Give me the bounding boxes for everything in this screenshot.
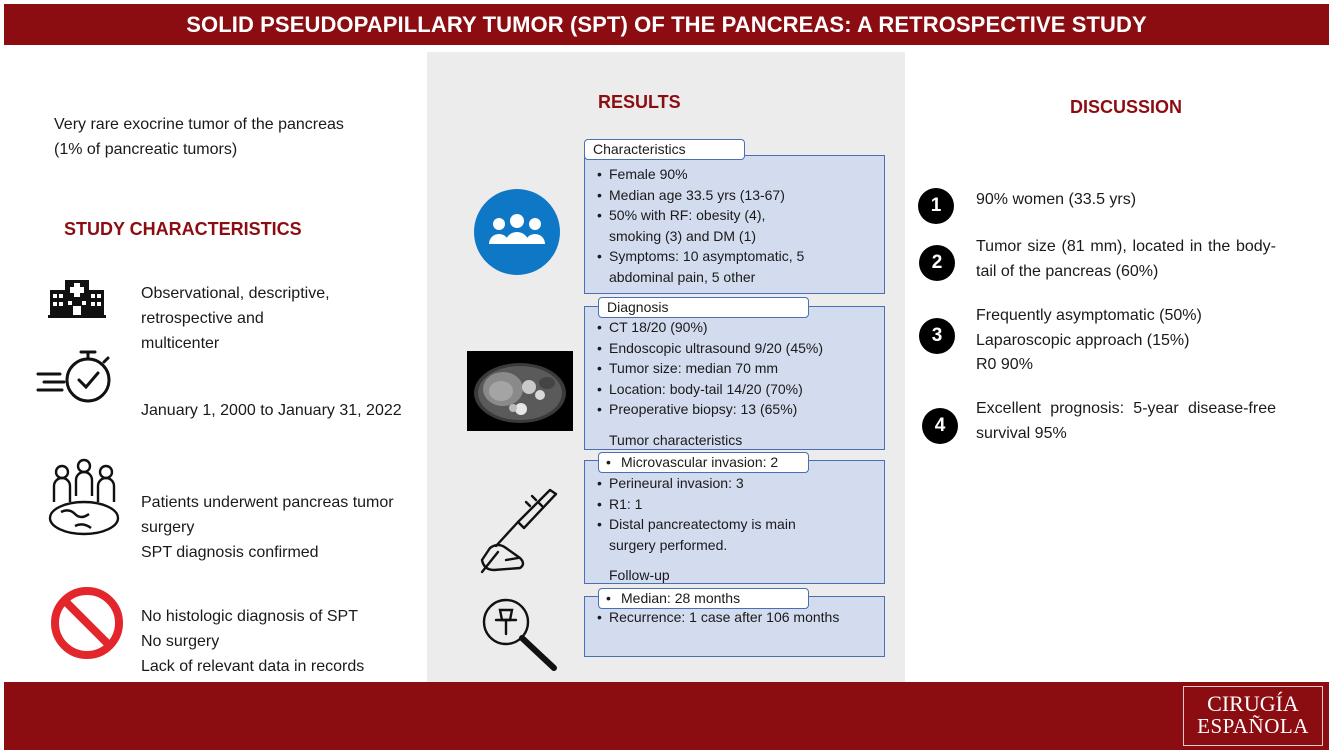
discussion-number-4: 4 — [922, 408, 958, 444]
list-item: • CT 18/20 (90%) — [585, 317, 884, 338]
list-item: • Median age 33.5 yrs (13-67) — [585, 185, 884, 206]
tumor-characteristics-label: Tumor characteristics — [609, 432, 743, 448]
list-item: • Preoperative biopsy: 13 (65%) — [585, 399, 884, 420]
page-title: SOLID PSEUDOPAPILLARY TUMOR (SPT) OF THE PANCREAS: A RETROSPECTIVE STUDY — [4, 4, 1329, 45]
patients-group-icon — [45, 458, 123, 538]
discussion-point-3: Frequently asymptomatic (50%) Laparoscopic approach (15%) R0 90% — [976, 307, 1202, 373]
follow-up-median-item: • Median: 28 months — [598, 588, 809, 609]
list-item: • Perineural invasion: 3 — [585, 473, 884, 494]
intro-text: Very rare exocrine tumor of the pancreas (1% of pancreatic tumors) — [54, 116, 344, 158]
list-item: • Symptoms: 10 asymptomatic, 5 — [585, 246, 884, 267]
people-icon — [473, 188, 561, 276]
list-item: • Tumor size: median 70 mm — [585, 358, 884, 379]
prohibited-icon — [50, 586, 124, 660]
surgery-scalpel-icon — [476, 488, 564, 576]
list-item: smoking (3) and DM (1) — [609, 227, 757, 244]
list-item: • Recurrence: 1 case after 106 months — [585, 607, 884, 628]
list-item: • Female 90% — [585, 164, 884, 185]
discussion-number-3: 3 — [919, 318, 955, 354]
discussion-number-2: 2 — [919, 245, 955, 281]
follow-up-label: Follow-up — [609, 567, 670, 583]
study-characteristics-heading: STUDY CHARACTERISTICS — [64, 219, 302, 239]
inclusion-criteria-text: Patients underwent pancreas tumor surgery SPT diagnosis confirmed — [141, 494, 394, 561]
list-item: • 50% with RF: obesity (4), — [585, 205, 884, 226]
tumor-characteristics-box — [584, 460, 885, 584]
exclusion-criteria-text: No histologic diagnosis of SPT No surgery Lack of relevant data in records — [141, 608, 365, 675]
stopwatch-icon — [36, 348, 114, 406]
list-item: abdominal pain, 5 other — [609, 268, 756, 285]
list-item: • Location: body-tail 14/20 (70%) — [585, 379, 884, 400]
cirugia-espanola-logo: CIRUGÍA ESPAÑOLA — [1183, 686, 1323, 746]
discussion-point-2: Tumor size (81 mm), located in the body-tail of the pancreas (60%) — [976, 238, 1276, 280]
discussion-heading: DISCUSSION — [1070, 97, 1183, 117]
results-heading: RESULTS — [598, 92, 681, 112]
discussion-point-4: Excellent prognosis: 5-year disease-free survival 95% — [976, 400, 1276, 442]
list-item: surgery performed. — [609, 536, 728, 553]
list-item: • R1: 1 — [585, 494, 884, 515]
discussion-number-1: 1 — [918, 188, 954, 224]
discussion-point-1: 90% women (33.5 yrs) — [976, 191, 1137, 208]
study-design-text: Observational, descriptive, retrospective and multicenter — [141, 285, 330, 352]
list-item: • Endoscopic ultrasound 9/20 (45%) — [585, 338, 884, 359]
microvascular-invasion-item: • Microvascular invasion: 2 — [598, 452, 809, 473]
ct-scan-image — [467, 351, 573, 431]
characteristics-label: Characteristics — [584, 139, 745, 160]
diagnosis-label: Diagnosis — [598, 297, 809, 318]
study-period-text: January 1, 2000 to January 31, 2022 — [141, 402, 402, 419]
search-pin-icon — [476, 594, 562, 672]
list-item: • Distal pancreatectomy is main — [585, 514, 884, 535]
diagnosis-box — [584, 306, 885, 450]
footer-bar — [4, 682, 1329, 750]
characteristics-box — [584, 155, 885, 294]
hospital-icon — [48, 276, 106, 318]
